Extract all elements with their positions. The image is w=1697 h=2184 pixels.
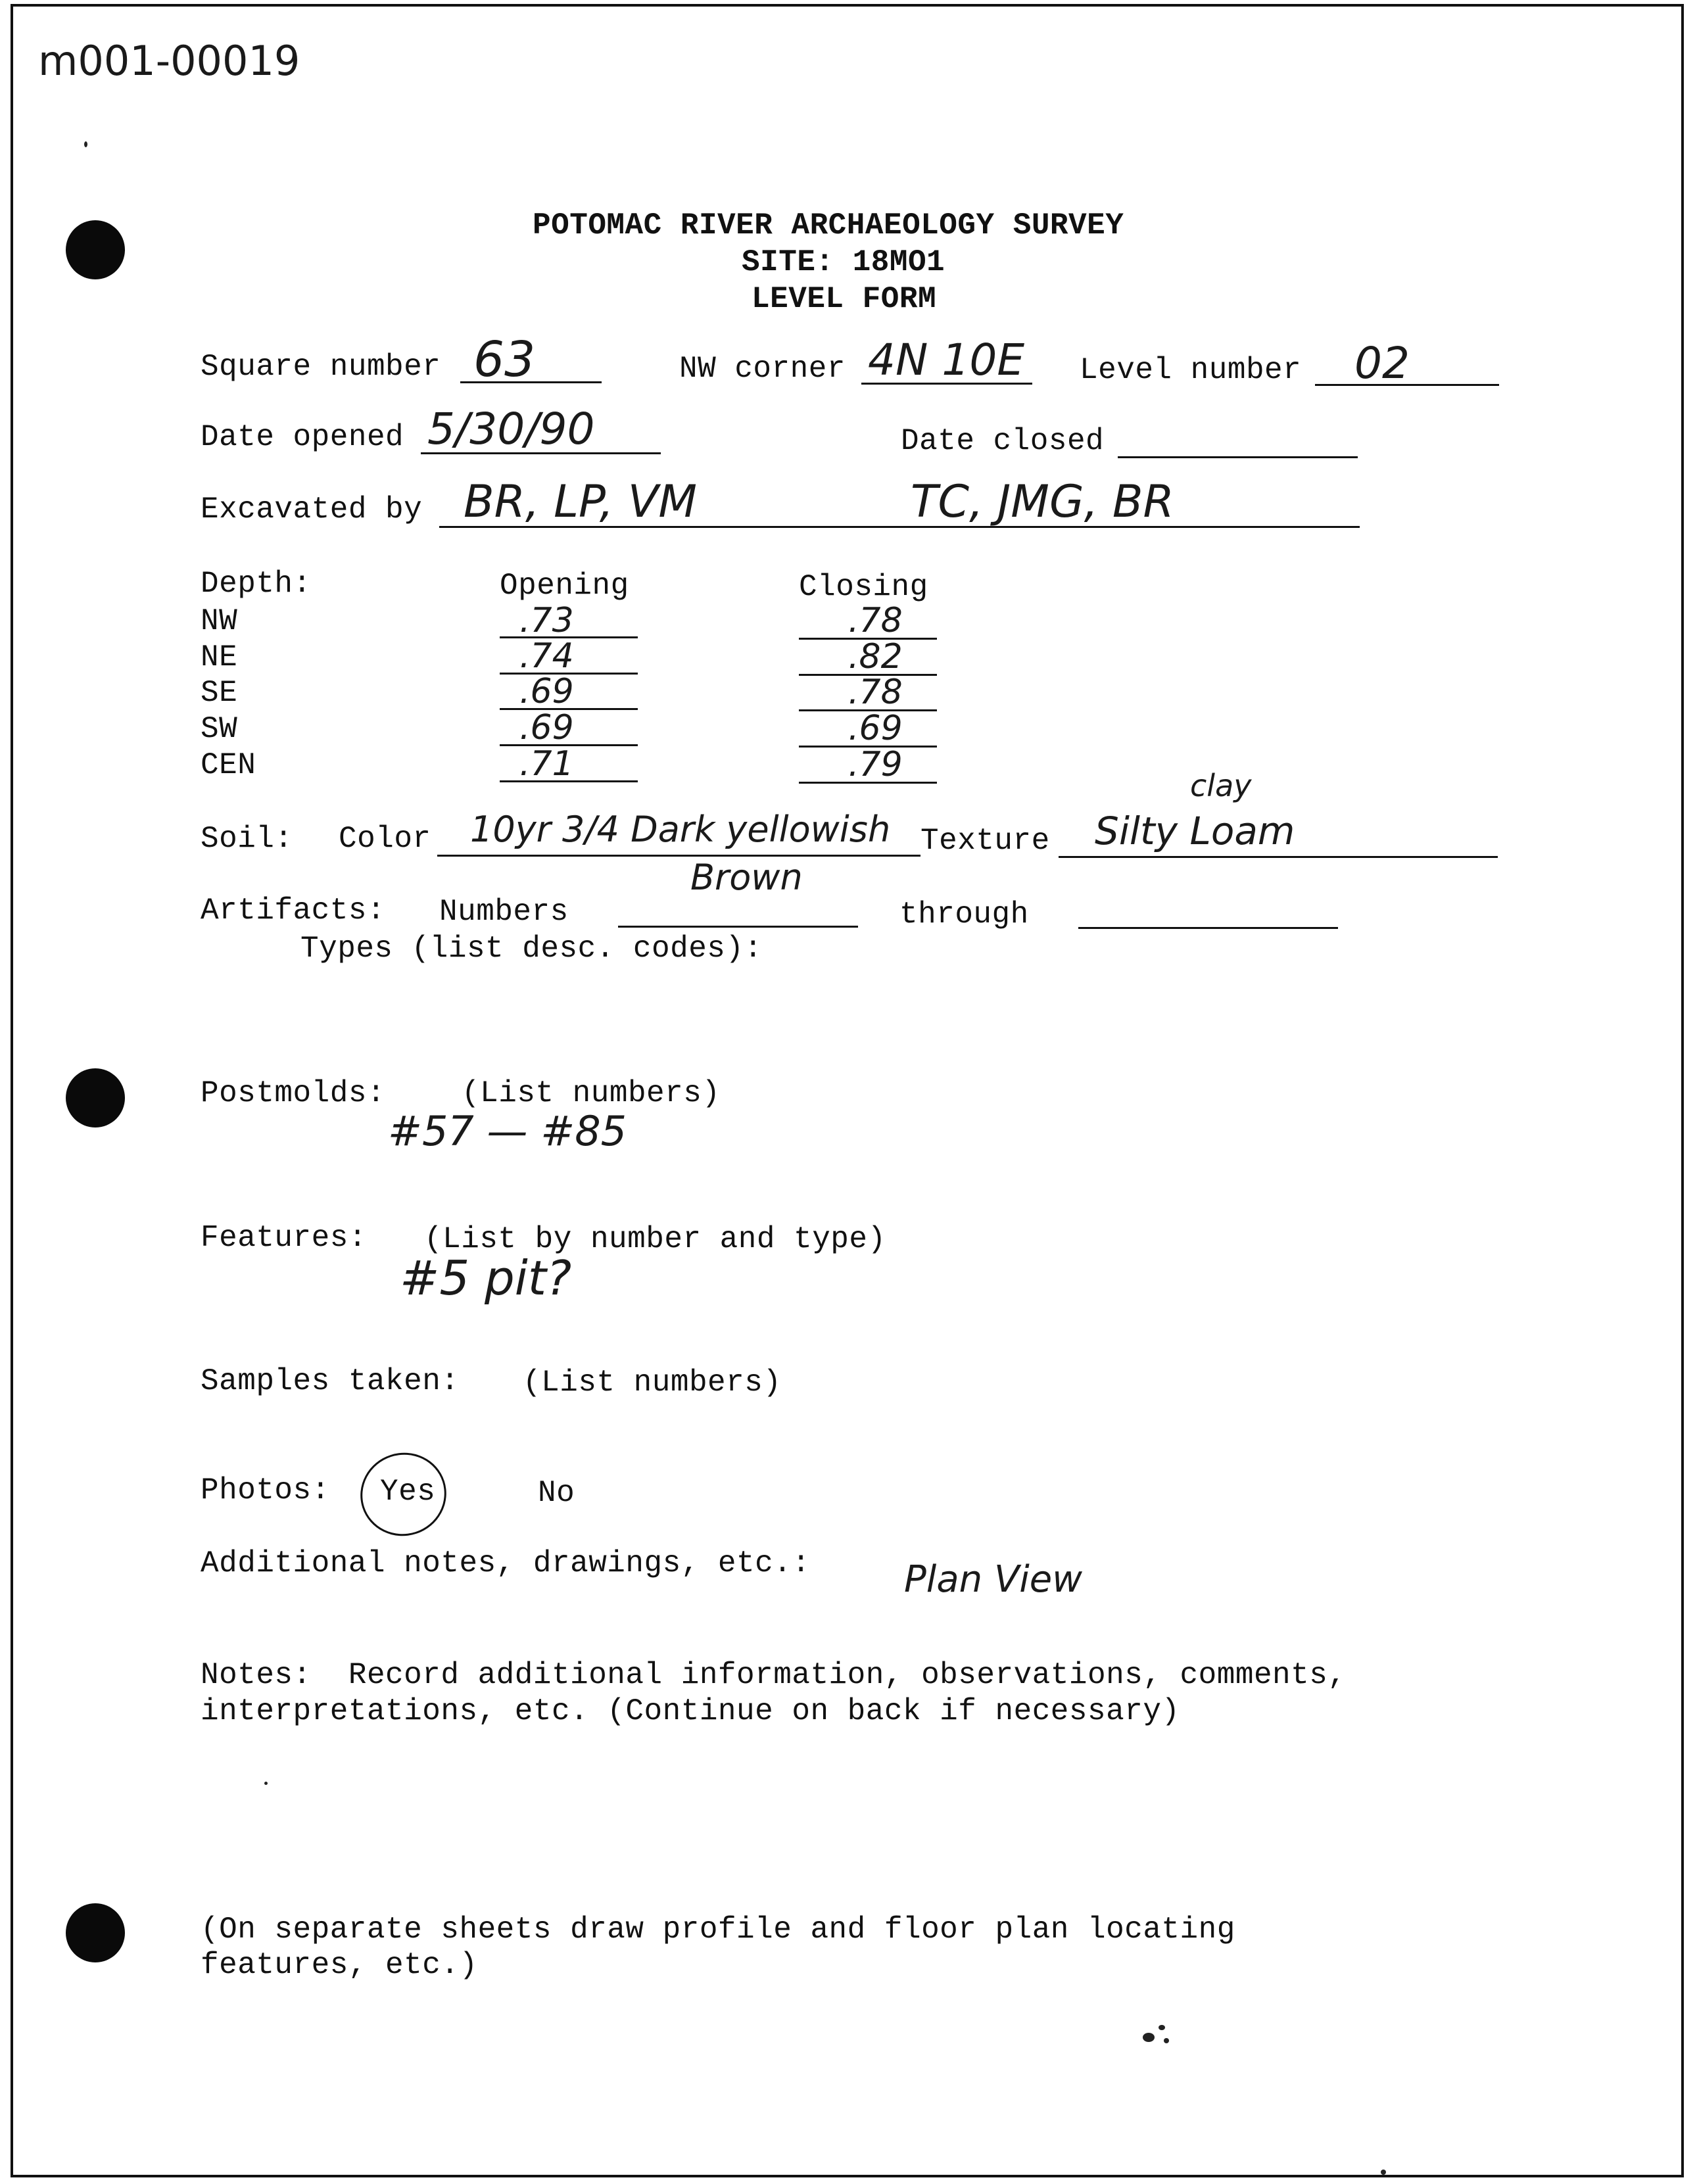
depth-row-label: NW	[201, 604, 238, 638]
soil-texture-insert[interactable]: clay	[1190, 768, 1252, 803]
soil-texture-line	[1059, 856, 1498, 858]
artifacts-numbers-label: Numbers	[439, 895, 569, 929]
soil-texture-value[interactable]: Silty Loam	[1095, 809, 1295, 853]
date-opened-value[interactable]: 5/30/90	[427, 404, 595, 454]
notes-line-2: interpretations, etc. (Continue on back if necessary)	[201, 1694, 1180, 1728]
closing-depth-value[interactable]: .79	[848, 745, 903, 784]
punch-hole-middle	[66, 1068, 125, 1128]
document-id: m001-00019	[38, 37, 300, 85]
nw-corner-label: NW corner	[679, 352, 846, 386]
level-number-label: Level number	[1080, 353, 1302, 387]
square-number-label: Square number	[201, 350, 441, 384]
soil-color-label: Color	[339, 822, 431, 856]
depth-row-label: SW	[201, 712, 238, 746]
soil-label: Soil:	[201, 822, 293, 856]
punch-hole-top	[66, 220, 125, 279]
punch-hole-bottom	[66, 1903, 125, 1962]
scan-speck	[84, 141, 87, 147]
features-hint: (List by number and type)	[424, 1222, 886, 1256]
scan-speck	[1164, 2038, 1169, 2043]
scan-speck	[264, 1782, 268, 1785]
artifacts-through-label: through	[899, 897, 1029, 932]
soil-color-value[interactable]: 10yr 3/4 Dark yellowish	[470, 809, 891, 850]
opening-depth-value[interactable]: .69	[519, 708, 574, 748]
depth-label: Depth:	[201, 567, 312, 601]
soil-color-value-continued[interactable]: Brown	[690, 857, 803, 898]
opening-column-header: Opening	[500, 569, 629, 603]
postmolds-hint: (List numbers)	[462, 1076, 721, 1110]
soil-color-line	[437, 855, 920, 857]
opening-depth-value[interactable]: .73	[519, 601, 574, 640]
depth-row-label: NE	[201, 640, 238, 675]
date-closed-label: Date closed	[901, 424, 1105, 458]
scan-speck	[1143, 2033, 1155, 2042]
features-value[interactable]: #5 pit?	[400, 1250, 572, 1306]
notes-line-1: Notes: Record additional information, observations, comments,	[201, 1658, 1347, 1692]
soil-texture-label: Texture	[920, 824, 1050, 858]
footer-instruction-line-1: (On separate sheets draw profile and floor plan locating	[201, 1912, 1235, 1947]
closing-depth-value[interactable]: .69	[848, 709, 903, 748]
level-number-value[interactable]: 02	[1354, 338, 1410, 389]
postmolds-label: Postmolds:	[201, 1076, 386, 1110]
square-number-value[interactable]: 63	[473, 331, 536, 388]
excavated-by-value-2[interactable]: TC, JMG, BR	[911, 476, 1174, 528]
photos-no-option[interactable]: No	[538, 1476, 575, 1510]
artifacts-label: Artifacts:	[201, 893, 386, 928]
scan-speck	[1381, 2170, 1386, 2175]
opening-depth-value[interactable]: .69	[519, 672, 574, 711]
closing-depth-value[interactable]: .78	[848, 673, 903, 712]
additional-notes-value[interactable]: Plan View	[904, 1558, 1083, 1601]
closing-depth-value[interactable]: .78	[848, 601, 903, 640]
features-label: Features:	[201, 1221, 367, 1255]
depth-row-label: CEN	[201, 748, 256, 782]
excavated-by-label: Excavated by	[201, 492, 423, 527]
header-form: LEVEL FORM	[752, 282, 937, 316]
artifacts-numbers-line	[618, 926, 858, 928]
scan-speck	[1159, 2025, 1165, 2030]
photos-label: Photos:	[201, 1473, 330, 1507]
opening-depth-value[interactable]: .71	[519, 744, 574, 784]
artifacts-through-line	[1078, 927, 1338, 929]
additional-notes-label: Additional notes, drawings, etc.:	[201, 1546, 811, 1580]
samples-hint: (List numbers)	[523, 1365, 782, 1400]
closing-column-header: Closing	[799, 570, 928, 604]
date-opened-label: Date opened	[201, 420, 404, 454]
opening-depth-value[interactable]: .74	[519, 636, 574, 676]
samples-label: Samples taken:	[201, 1364, 460, 1398]
photos-yes-option[interactable]: Yes	[380, 1475, 436, 1509]
depth-row-label: SE	[201, 676, 238, 710]
nw-corner-value[interactable]: 4N 10E	[868, 335, 1025, 385]
artifacts-types-label: Types (list desc. codes):	[300, 932, 763, 966]
header-org: POTOMAC RIVER ARCHAEOLOGY SURVEY	[533, 208, 1124, 243]
postmolds-value[interactable]: #57 — #85	[388, 1107, 627, 1155]
header-site: SITE: 18MO1	[742, 245, 945, 279]
footer-instruction-line-2: features, etc.)	[201, 1948, 478, 1982]
date-closed-line	[1118, 456, 1358, 458]
excavated-by-value-1[interactable]: BR, LP, VM	[464, 476, 698, 528]
closing-depth-value[interactable]: .82	[848, 637, 903, 677]
